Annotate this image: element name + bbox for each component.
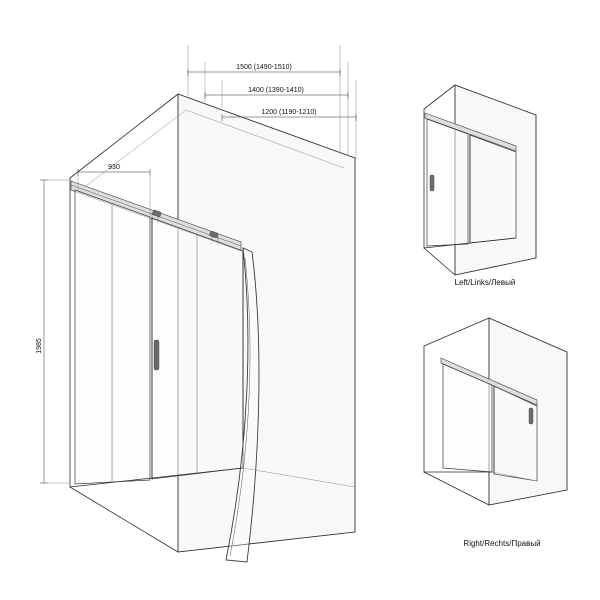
dimension-label-1200: 1200 (1190-1210) xyxy=(261,109,317,116)
dimension-height-1985 xyxy=(36,180,70,483)
dimension-label-1400: 1400 (1390-1410) xyxy=(248,87,304,94)
dimension-label-930: 930 xyxy=(108,164,120,171)
right-variant-handle xyxy=(529,408,533,424)
dimension-label-1985: 1985 xyxy=(36,338,43,354)
left-variant-view xyxy=(424,85,536,287)
caption-left: Left/Links/Левый xyxy=(454,278,516,287)
right-variant-view xyxy=(424,318,567,548)
left-variant-handle xyxy=(430,175,434,191)
dimension-label-1500: 1500 (1490-1510) xyxy=(236,64,292,71)
main-perspective-view xyxy=(36,45,356,562)
fixed-glass-panel xyxy=(75,190,150,484)
door-handle xyxy=(154,340,159,370)
sliding-glass-door xyxy=(152,218,243,479)
caption-right: Right/Rechts/Правый xyxy=(463,539,541,548)
